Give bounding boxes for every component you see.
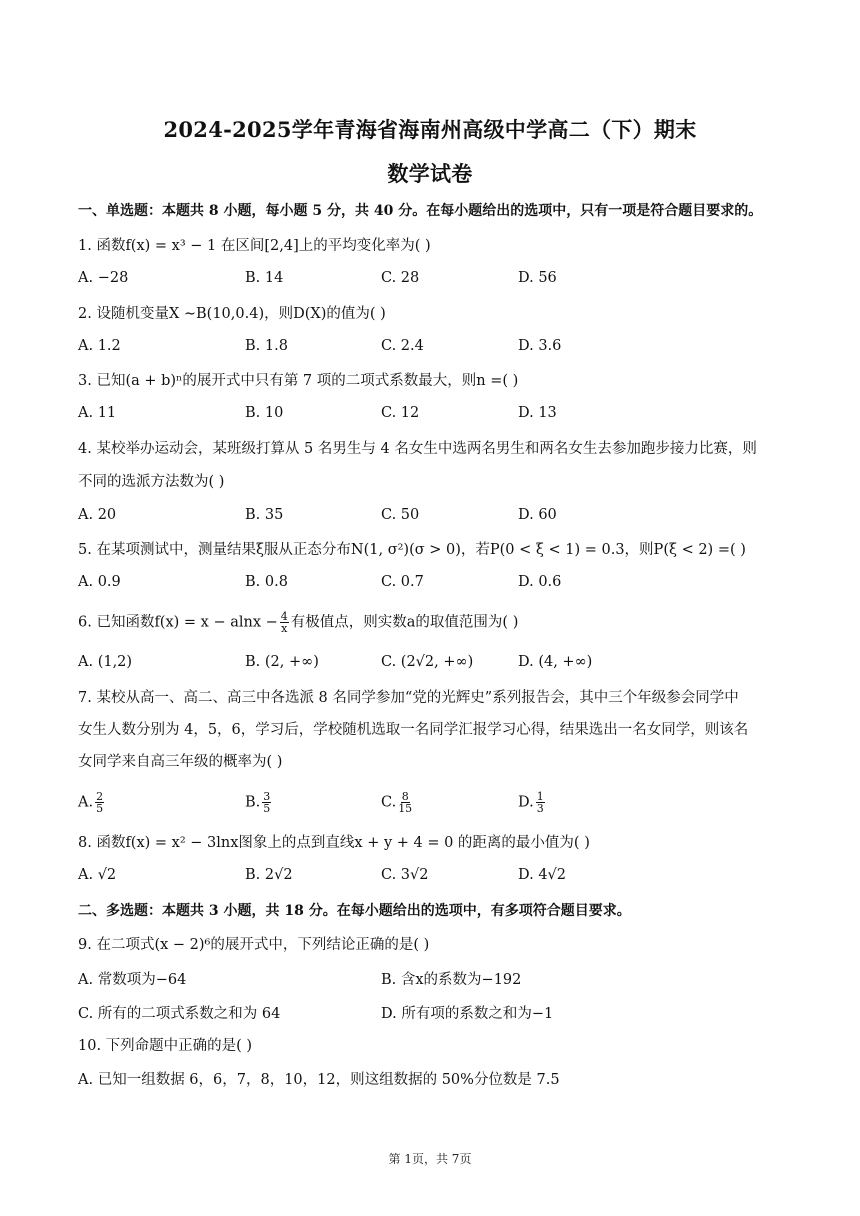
question-5-options: [78, 574, 778, 596]
option-a: A. 常数项为−64: [78, 972, 187, 988]
question-8-options: [78, 867, 778, 889]
option-b: B. 35: [245, 507, 284, 523]
option-a: A. 20: [78, 507, 117, 523]
fraction-numerator: 8: [401, 790, 409, 803]
question-4-stem: 4. 某校举办运动会，某班级打算从 5 名男生与 4 名女生中选两名男生和两名女生去参加跑步接力比赛，则: [78, 441, 757, 457]
option-b: B. 2√2: [245, 867, 293, 883]
page-subtitle: 数学试卷: [387, 161, 473, 186]
option-c: [381, 791, 414, 814]
question-7-options: [78, 791, 778, 813]
section1-heading: 一、单选题：本题共 8 小题，每小题 5 分，共 40 分。在每小题给出的选项中，只有一项是符合题目要求的。: [78, 203, 763, 219]
option-a: A. 11: [78, 405, 117, 421]
question-5-stem: 5. 在某项测试中，测量结果ξ服从正态分布N(1, σ²)(σ > 0)，若P(0 < ξ < 1) = 0.3，则P(ξ < 2) =( ): [78, 542, 746, 558]
option-c: C. 12: [381, 405, 420, 421]
option-b: B. (2, +∞): [245, 654, 319, 670]
option-label: B.: [245, 794, 261, 811]
question-10-stem: 10. 下列命题中正确的是( ): [78, 1038, 253, 1054]
option-a: [78, 791, 106, 814]
option-c: C. 2.4: [381, 338, 424, 354]
question-9-stem: 9. 在二项式(x − 2)⁶的展开式中，下列结论正确的是( ): [78, 937, 430, 953]
fraction-denominator: x: [281, 622, 288, 635]
option-d: D. 56: [518, 270, 557, 286]
question-4-options: [78, 507, 778, 529]
question-2-options: [78, 338, 778, 360]
option-c: C. 0.7: [381, 574, 424, 590]
option-a: A. √2: [78, 867, 117, 883]
fraction-numerator: 3: [263, 790, 271, 803]
option-d: D. 60: [518, 507, 557, 523]
option-a: A. 1.2: [78, 338, 121, 354]
option-b: B. 含x的系数为−192: [381, 972, 522, 988]
option-b: B. 10: [245, 405, 284, 421]
option-c: C. 50: [381, 507, 420, 523]
fraction: [280, 611, 289, 634]
option-a: A. −28: [78, 270, 129, 286]
question-3-stem: 3. 已知(a + b)ⁿ的展开式中只有第 7 项的二项式系数最大，则n =( ): [78, 373, 519, 389]
fraction-numerator: 4: [280, 610, 288, 623]
option-d: D. 13: [518, 405, 557, 421]
question-6-stem-a: 6. 已知函数f(x) = x − alnx −: [78, 614, 278, 631]
option-label: C.: [381, 794, 397, 811]
question-6-stem: [78, 611, 790, 634]
question-9-options-row2: [78, 1002, 778, 1024]
option-label: D.: [518, 794, 534, 811]
option-c: C. 所有的二项式系数之和为 64: [78, 1006, 281, 1022]
fraction-denominator: 5: [96, 802, 104, 815]
fraction: [262, 791, 271, 814]
option-c: C. 28: [381, 270, 420, 286]
fraction-denominator: 15: [398, 802, 413, 815]
question-8-stem: 8. 函数f(x) = x² − 3lnx图象上的点到直线x + y + 4 = 0 的距离的最小值为( ): [78, 835, 590, 851]
question-6-options: [78, 654, 778, 676]
question-1-stem: 1. 函数f(x) = x³ − 1 在区间[2,4]上的平均变化率为( ): [78, 238, 431, 254]
option-c: C. (2√2, +∞): [381, 654, 474, 670]
option-label: A.: [78, 794, 94, 811]
question-7-stem: 7. 某校从高一、高二、高三中各选派 8 名同学参加“党的光辉史”系列报告会，其中三个年级参会同学中: [78, 690, 739, 706]
fraction-numerator: 2: [96, 790, 104, 803]
fraction: [536, 791, 545, 814]
option-d: D. 所有项的系数之和为−1: [381, 1006, 554, 1022]
fraction-denominator: 5: [263, 802, 271, 815]
question-9-options-row1: [78, 968, 778, 990]
fraction: [398, 791, 412, 814]
fraction: [95, 791, 104, 814]
page-footer: 第 1页，共 7页: [388, 1152, 472, 1166]
option-b: B. 0.8: [245, 574, 288, 590]
option-d: D. 0.6: [518, 574, 562, 590]
option-b: [245, 791, 273, 814]
question-10-option-a: A. 已知一组数据 6，6，7，8，10，12，则这组数据的 50%分位数是 7.5: [78, 1072, 560, 1088]
option-a: A. 0.9: [78, 574, 121, 590]
section2-heading: 二、多选题：本题共 3 小题，共 18 分。在每小题给出的选项中，有多项符合题目要求。: [78, 903, 631, 919]
option-b: B. 14: [245, 270, 284, 286]
fraction-numerator: 1: [536, 790, 544, 803]
question-4-stem-line2: 不同的选派方法数为( ): [78, 474, 225, 490]
page-title: 2024-2025学年青海省海南州高级中学高二（下）期末: [163, 117, 697, 142]
option-d: D. 3.6: [518, 338, 562, 354]
option-b: B. 1.8: [245, 338, 288, 354]
question-7-stem-line3: 女同学来自高三年级的概率为( ): [78, 754, 283, 770]
option-c: C. 3√2: [381, 867, 429, 883]
option-d: [518, 791, 547, 814]
question-1-options: [78, 270, 778, 292]
question-3-options: [78, 405, 778, 427]
fraction-denominator: 3: [536, 802, 544, 815]
option-a: A. (1,2): [78, 654, 133, 670]
question-2-stem: 2. 设随机变量X ∼B(10,0.4)，则D(X)的值为( ): [78, 306, 386, 322]
option-d: D. (4, +∞): [518, 654, 593, 670]
question-6-stem-b: 有极值点，则实数a的取值范围为( ): [290, 614, 519, 631]
question-7-stem-line2: 女生人数分别为 4，5，6，学习后，学校随机选取一名同学汇报学习心得，结果选出一名女同学，则该名: [78, 722, 749, 738]
option-d: D. 4√2: [518, 867, 567, 883]
